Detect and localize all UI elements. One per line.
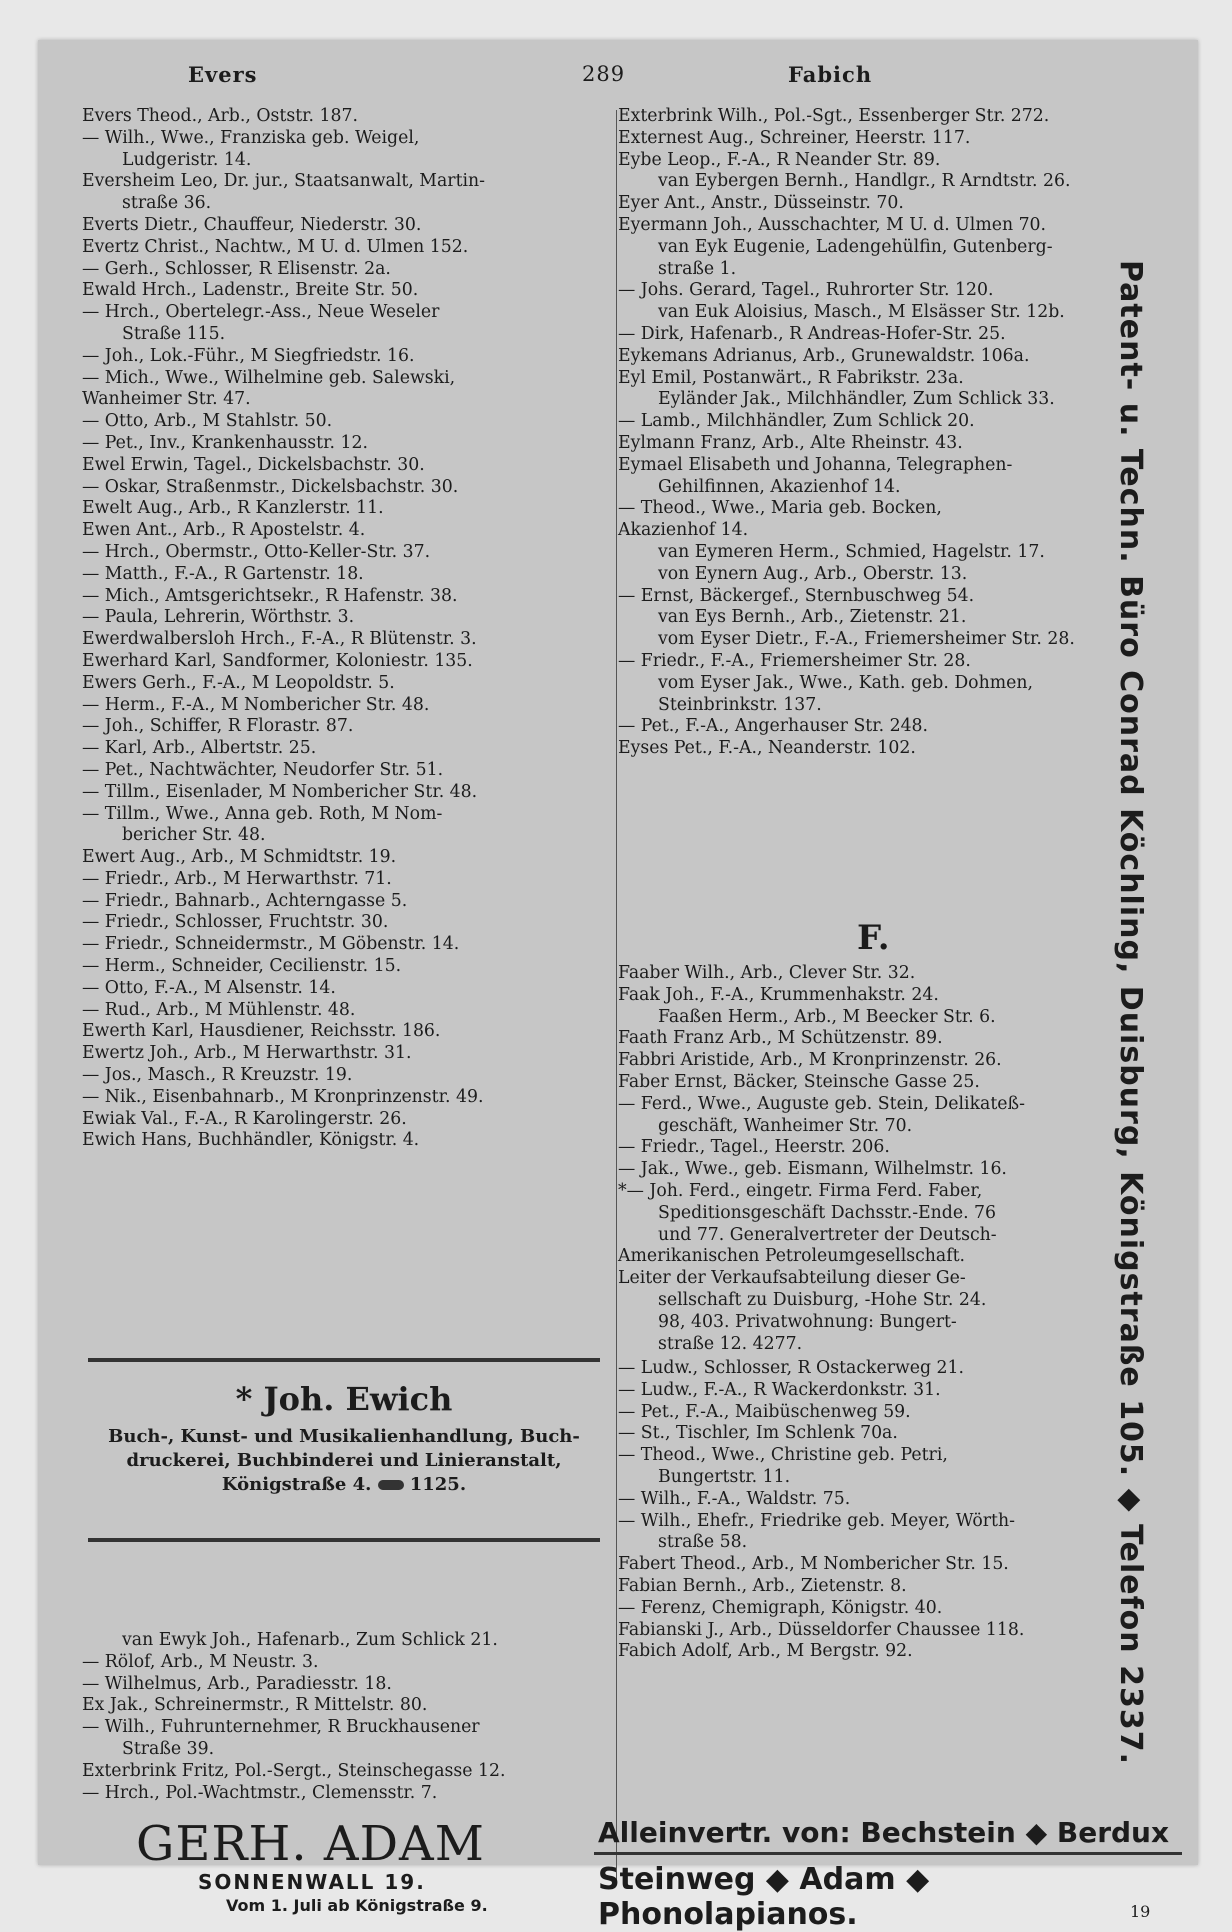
directory-entry: bericher Str. 48. [122,825,266,846]
sheet-number: 19 [1130,1902,1151,1921]
directory-entry: von Eynern Aug., Arb., Oberstr. 13. [658,563,968,584]
directory-entry: — Hrch., Obertelegr.-Ass., Neue Weseler [82,302,440,323]
directory-entry: — Johs. Gerard, Tagel., Ruhrorter Str. 120. [618,280,994,301]
ad-description [88,1425,600,1497]
directory-entry: — Pet., F.-A., Maibüschenweg 59. [618,1401,911,1422]
directory-entry: — Otto, Arb., M Stahlstr. 50. [82,411,333,432]
directory-entry: — Wilh., Wwe., Franziska geb. Weigel, [82,127,420,148]
directory-entry: Faath Franz Arb., M Schützenstr. 89. [618,1028,943,1049]
directory-entry: — Hrch., Pol.-Wachtmstr., Clemensstr. 7. [82,1782,438,1803]
directory-entry: Ewerth Karl, Hausdiener, Reichsstr. 186. [82,1021,441,1042]
directory-entry: Ewerhard Karl, Sandformer, Koloniestr. 135. [82,650,473,671]
directory-entry: — Ferd., Wwe., Auguste geb. Stein, Delikateß- [618,1093,1025,1114]
directory-entry: vom Eyser Jak., Wwe., Kath. geb. Dohmen, [658,672,1033,693]
directory-entry: — Ludw., F.-A., R Wackerdonkstr. 31. [618,1379,941,1400]
directory-entry: Faaber Wilh., Arb., Clever Str. 32. [618,963,916,983]
directory-entry: Ludgeristr. 14. [122,149,252,170]
left-column [82,106,622,1152]
directory-entry: Ewald Hrch., Ladenstr., Breite Str. 50. [82,280,419,301]
ad-rule-top [88,1358,600,1362]
directory-entry: van Eys Bernh., Arb., Zietenstr. 21. [658,607,967,628]
directory-entry: — Tillm., Wwe., Anna geb. Roth, M Nom- [82,803,443,824]
directory-entry: — Wilh., F.-A., Waldstr. 75. [618,1488,851,1509]
directory-entry: geschäft, Wanheimer Str. 70. [658,1115,913,1136]
footer-rule [594,1852,1182,1855]
directory-entry: — Tillm., Eisenlader, M Nombericher Str. 48. [82,781,478,802]
directory-entry: Straße 39. [122,1738,215,1759]
directory-entry: — St., Tischler, Im Schlenk 70a. [618,1423,898,1444]
ad-name: * Joh. Ewich [235,1380,453,1418]
ad-rule-bottom [88,1538,600,1542]
directory-entry: van Euk Aloisius, Masch., M Elsässer Str. 12b. [658,302,1065,323]
directory-entry: *— Joh. Ferd., eingetr. Firma Ferd. Faber, [618,1180,983,1201]
directory-entry: Fabbri Aristide, Arb., M Kronprinzenstr. 26. [618,1050,1002,1071]
directory-entry: Eyer Ant., Anstr., Düsseinstr. 70. [618,193,904,214]
directory-entry: straße 58. [658,1532,748,1553]
directory-entry: — Wilh., Fuhrunternehmer, R Bruckhausener [82,1717,480,1738]
directory-entry: — Joh., Lok.-Führ., M Siegfriedstr. 16. [82,345,415,366]
directory-entry: Ewers Gerh., F.-A., M Leopoldstr. 5. [82,672,395,693]
directory-entry: straße 12. 4277. [658,1333,803,1354]
directory-entry: — Friedr., Tagel., Heerstr. 206. [618,1137,890,1158]
directory-entry: Eykemans Adrianus, Arb., Grunewaldstr. 106a. [618,345,1030,366]
directory-entry: — Theod., Wwe., Maria geb. Bocken, [618,498,942,519]
directory-entry: — Friedr., Arb., M Herwarthstr. 71. [82,868,392,889]
directory-entry: Speditionsgeschäft Dachsstr.-Ende. 76 [658,1202,997,1223]
directory-entry: — Ernst, Bäckergef., Sternbuschweg 54. [618,585,975,606]
directory-page [38,40,1198,1932]
directory-entry: Ewertz Joh., Arb., M Herwarthstr. 31. [82,1043,412,1064]
footer-brands-2: Steinweg ◆ Adam ◆ Phonolapianos. [598,1862,930,1932]
directory-entry: — Mich., Amtsgerichtsekr., R Hafenstr. 38. [82,585,458,606]
directory-entry: — Paula, Lehrerin, Wörthstr. 3. [82,607,355,628]
directory-entry: straße 36. [122,193,212,214]
directory-entry: Amerikanischen Petroleumgesellschaft. [618,1246,966,1267]
directory-entry: Ewen Ant., Arb., R Apostelstr. 4. [82,520,366,541]
directory-entry: — Wilh., Ehefr., Friedrike geb. Meyer, Wörth- [618,1510,1015,1531]
directory-entry: Eybe Leop., F.-A., R Neander Str. 89. [618,149,941,170]
directory-entry: vom Eyser Dietr., F.-A., Friemersheimer Str. 28. [658,629,1075,650]
directory-entry: Eyses Pet., F.-A., Neanderstr. 102. [618,738,916,759]
directory-entry: Ex Jak., Schreinermstr., R Mittelstr. 80. [82,1695,428,1716]
directory-entry: Eyl Emil, Postanwärt., R Fabrikstr. 23a. [618,367,964,388]
directory-entry: — Ludw., Schlosser, R Ostackerweg 21. [618,1358,965,1378]
directory-entry: — Mich., Wwe., Wilhelmine geb. Salewski, [82,367,456,388]
directory-entry: — Theod., Wwe., Christine geb. Petri, [618,1445,948,1466]
directory-entry: — Lamb., Milchhändler, Zum Schlick 20. [618,411,975,432]
directory-entry: — Rud., Arb., M Mühlenstr. 48. [82,999,356,1020]
ad-line-3 [88,1473,600,1497]
telephone-icon [378,1480,404,1490]
running-head-left: Evers [188,62,258,87]
footer-brands-1: Alleinvertr. von: Bechstein ◆ Berdux [598,1816,1170,1849]
directory-entry: Steinbrinkstr. 137. [658,694,822,715]
directory-entry: — Jos., Masch., R Kreuzstr. 19. [82,1065,353,1086]
directory-entry: Ewerdwalbersloh Hrch., F.-A., R Blütenstr. 3. [82,629,477,650]
directory-entry: — Herm., F.-A., M Nombericher Str. 48. [82,694,430,715]
directory-entry: — Friedr., Schneidermstr., M Göbenstr. 14. [82,934,460,955]
ad-line-2: druckerei, Buchbinderei und Linieranstalt, [126,1450,562,1471]
running-head-right: Fabich [788,62,873,87]
directory-entry: — Dirk, Hafenarb., R Andreas-Hofer-Str. 25. [618,323,1006,344]
directory-entry: Bungertstr. 11. [658,1466,791,1487]
directory-entry: — Matth., F.-A., R Gartenstr. 18. [82,563,364,584]
section-letter: F. [857,918,890,958]
right-column-f-entries-continued [618,1358,1158,1663]
directory-entry: — Nik., Eisenbahnarb., M Kronprinzenstr. 49. [82,1086,484,1107]
directory-entry: sellschaft zu Duisburg, -Hohe Str. 24. [658,1289,987,1310]
directory-entry: Exterbrink Fritz, Pol.-Sergt., Steinschegasse 12. [82,1760,506,1781]
directory-entry: — Friedr., F.-A., Friemersheimer Str. 28. [618,650,971,671]
directory-entry: Fabert Theod., Arb., M Nombericher Str. 15. [618,1554,1009,1575]
directory-entry: Everts Dietr., Chauffeur, Niederstr. 30. [82,214,422,235]
directory-entry: Externest Aug., Schreiner, Heerstr. 117. [618,127,971,148]
directory-entry: — Gerh., Schlosser, R Elisenstr. 2a. [82,258,391,279]
page-number: 289 [582,62,626,86]
directory-entry: van Eyk Eugenie, Ladengehülfin, Gutenberg- [658,236,1053,257]
directory-entry: — Joh., Schiffer, R Florastr. 87. [82,716,354,737]
directory-entry: Ewiak Val., F.-A., R Karolingerstr. 26. [82,1108,407,1129]
directory-entry: Faak Joh., F.-A., Krummenhakstr. 24. [618,984,939,1005]
vertical-advertisement: Patent- u. Techn. Büro Conrad Köchling, Duisburg, Königstraße 105. ◆ Telefon 2337. [1113,260,1148,1765]
footer-address: SONNENWALL 19. [198,1870,426,1894]
directory-entry: van Ewyk Joh., Hafenarb., Zum Schlick 21. [122,1630,498,1650]
directory-entry: Ewert Aug., Arb., M Schmidtstr. 19. [82,847,397,868]
ad-address: Königstraße 4. [221,1474,372,1495]
directory-entry: van Eybergen Bernh., Handlgr., R Arndtstr. 26. [658,171,1071,192]
directory-entry: Eylmann Franz, Arb., Alte Rheinstr. 43. [618,432,963,453]
directory-entry: Fabian Bernh., Arb., Zietenstr. 8. [618,1575,907,1596]
directory-entry: — Ferenz, Chemigraph, Königstr. 40. [618,1597,943,1618]
directory-entry: Ewel Erwin, Tagel., Dickelsbachstr. 30. [82,454,425,475]
directory-entry: — Jak., Wwe., geb. Eismann, Wilhelmstr. 16. [618,1159,1007,1180]
directory-entry: Straße 115. [122,323,226,344]
directory-entry: Wanheimer Str. 47. [82,389,251,410]
right-column-f-entries [618,963,1158,1355]
directory-entry: Ewelt Aug., Arb., R Kanzlerstr. 11. [82,498,384,519]
left-column-continued [82,1630,622,1804]
directory-entry: Fabich Adolf, Arb., M Bergstr. 92. [618,1641,913,1662]
directory-entry: straße 1. [658,258,737,279]
footer-company: GERH. ADAM [136,1816,485,1872]
directory-entry: Akazienhof 14. [618,520,749,541]
directory-entry: — Otto, F.-A., M Alsenstr. 14. [82,977,336,998]
directory-entry: — Pet., Inv., Krankenhausstr. 12. [82,432,368,453]
directory-entry: Ewich Hans, Buchhändler, Königstr. 4. [82,1130,420,1151]
directory-entry: Faber Ernst, Bäcker, Steinsche Gasse 25. [618,1071,980,1092]
directory-entry: — Rölof, Arb., M Neustr. 3. [82,1651,319,1672]
footer-new-address: Vom 1. Juli ab Königstraße 9. [226,1896,488,1915]
directory-entry: van Eymeren Herm., Schmied, Hagelstr. 17. [658,541,1045,562]
directory-entry: — Herm., Schneider, Cecilienstr. 15. [82,956,402,977]
directory-entry: Eyermann Joh., Ausschachter, M U. d. Ulmen 70. [618,214,1047,235]
directory-entry: Evertz Christ., Nachtw., M U. d. Ulmen 152. [82,236,469,257]
directory-entry: — Friedr., Schlosser, Fruchtstr. 30. [82,912,389,933]
right-column [618,106,1158,760]
directory-entry: — Hrch., Obermstr., Otto-Keller-Str. 37. [82,541,431,562]
directory-entry: und 77. Generalvertreter der Deutsch- [658,1224,997,1245]
directory-entry: Leiter der Verkaufsabteilung dieser Ge- [618,1268,966,1289]
directory-entry: Exterbrink Wilh., Pol.-Sgt., Essenberger Str. 272. [618,106,1050,126]
directory-entry: 98, 403. Privatwohnung: Bungert- [658,1311,957,1332]
ad-line-1: Buch-, Kunst- und Musikalienhandlung, Buch- [108,1426,580,1447]
directory-entry: — Karl, Arb., Albertstr. 25. [82,738,317,759]
directory-entry: — Pet., Nachtwächter, Neudorfer Str. 51. [82,759,444,780]
directory-entry: Eversheim Leo, Dr. jur., Staatsanwalt, Martin- [82,171,486,192]
directory-entry: — Oskar, Straßenmstr., Dickelsbachstr. 30. [82,476,459,497]
directory-entry: Gehilfinnen, Akazienhof 14. [658,476,901,497]
directory-entry: — Friedr., Bahnarb., Achterngasse 5. [82,890,408,911]
directory-entry: Eymael Elisabeth und Johanna, Telegraphen- [618,454,1013,475]
directory-entry: — Wilhelmus, Arb., Paradiesstr. 18. [82,1673,392,1694]
directory-entry: Fabianski J., Arb., Düsseldorfer Chaussee 118. [618,1619,1025,1640]
ad-phone: 1125. [409,1474,467,1495]
directory-entry: — Pet., F.-A., Angerhauser Str. 248. [618,716,929,737]
directory-entry: Evers Theod., Arb., Oststr. 187. [82,106,358,126]
directory-entry: Eyländer Jak., Milchhändler, Zum Schlick 33. [658,389,1055,410]
directory-entry: Faaßen Herm., Arb., M Beecker Str. 6. [658,1006,996,1027]
